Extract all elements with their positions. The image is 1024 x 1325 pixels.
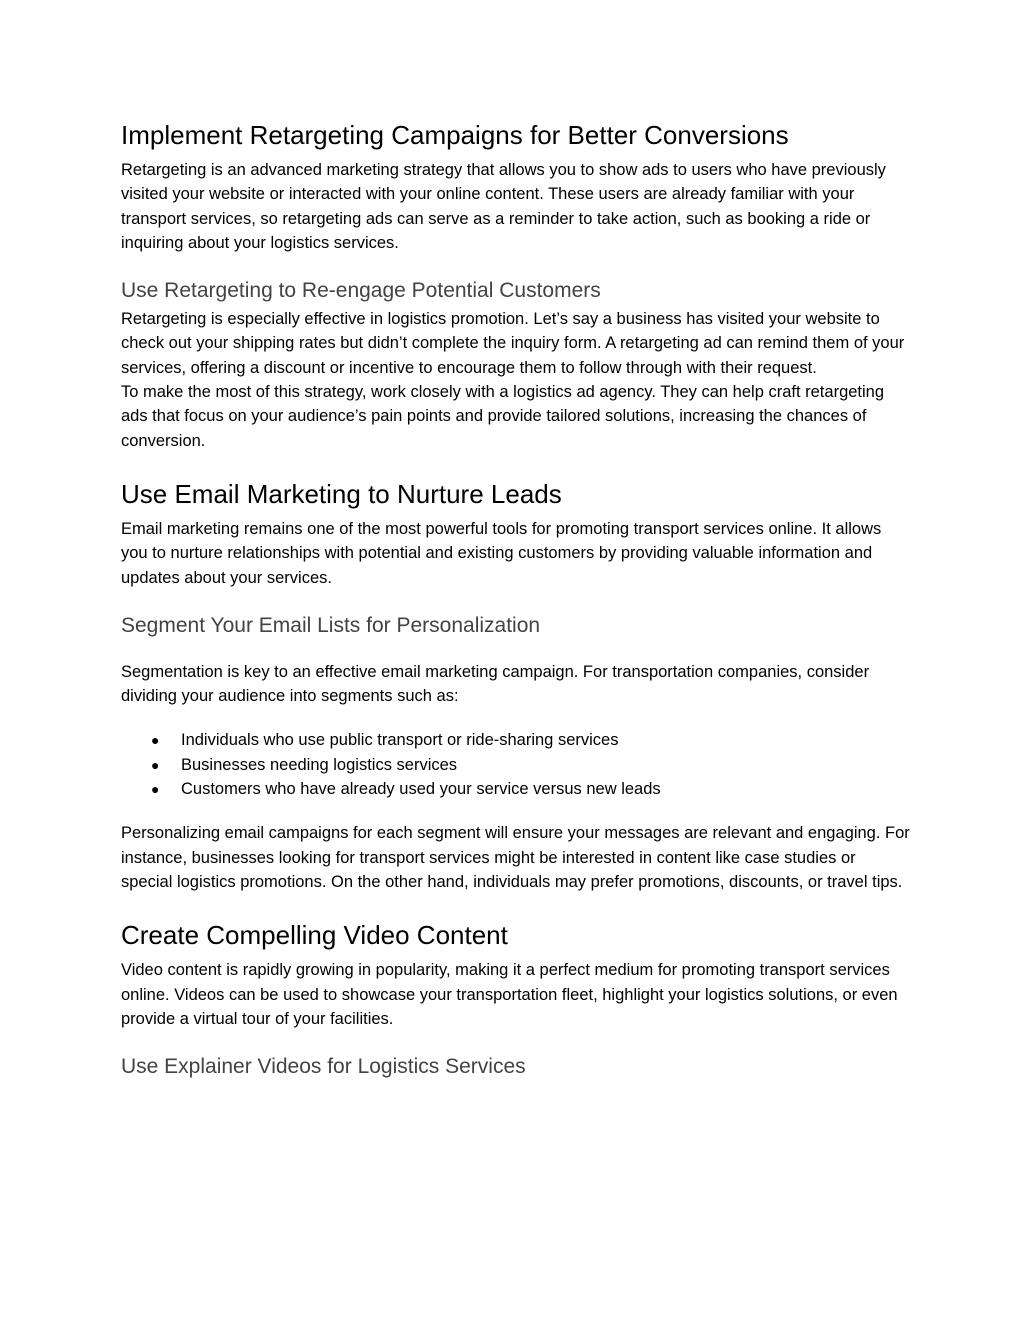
list-item: ● Individuals who use public transport or ride-sharing services [121, 728, 911, 752]
subheading-segment-email: Segment Your Email Lists for Personalization [121, 613, 541, 637]
bullet-icon: ● [151, 732, 160, 749]
paragraph-retargeting-effective: Retargeting is especially effective in logistics promotion. Let’s say a business has visited your website to check out your shipping rates but didn’t complete the inquiry form. A retargeting ad can remind them of your services, offering a discount or incentive to encourage them to follow through with their request. [121, 310, 905, 377]
section-paragraph-email-marketing: Email marketing remains one of the most powerful tools for promoting transport services online. It allows you to nurture relationships with potential and existing customers by providing valuable information and updates about your services. [121, 519, 882, 587]
subheading-re-engage: Use Retargeting to Re-engage Potential Customers [121, 279, 601, 303]
document-page [121, 118, 911, 1081]
section-heading-video-content: Create Compelling Video Content [121, 920, 508, 951]
list-item: ● Customers who have already used your service versus new leads [121, 777, 911, 801]
section-heading-email-marketing: Use Email Marketing to Nurture Leads [121, 478, 562, 509]
segment-list [121, 728, 911, 801]
subheading-explainer-videos: Use Explainer Videos for Logistics Services [121, 1055, 526, 1079]
list-item: ● Businesses needing logistics services [121, 753, 911, 777]
paragraph-personalizing: Personalizing email campaigns for each segment will ensure your messages are relevant and engaging. For instance, businesses looking for transport services might be interested in content like case studies or special logistics promotions. On the other hand, individuals may prefer promotions, discounts, or travel tips. [121, 824, 910, 891]
bullet-icon: ● [151, 781, 160, 798]
section-paragraph-retargeting: Retargeting is an advanced marketing strategy that allows you to show ads to users who have previously visited your website or interacted with your online content. These users are already familiar with your transport services, so retargeting ads can serve as a reminder to take action, such as booking a ride or inquiring about your logistics services. [121, 161, 886, 252]
bullet-icon: ● [151, 756, 160, 773]
section-paragraph-video-content: Video content is rapidly growing in popularity, making it a perfect medium for promoting transport services online. Videos can be used to showcase your transportation fleet, highlight your logistics solutions, or even provide a virtual tour of your facilities. [121, 961, 898, 1028]
paragraph-segmentation-intro: Segmentation is key to an effective email marketing campaign. For transportation companies, consider dividing your audience into segments such as: [121, 662, 870, 706]
paragraph-logistics-ad-agency: To make the most of this strategy, work closely with a logistics ad agency. They can help craft retargeting ads that focus on your audience’s pain points and provide tailored solutions, increasing the chances of conversion. [121, 383, 885, 450]
section-heading-retargeting: Implement Retargeting Campaigns for Better Conversions [121, 120, 789, 150]
